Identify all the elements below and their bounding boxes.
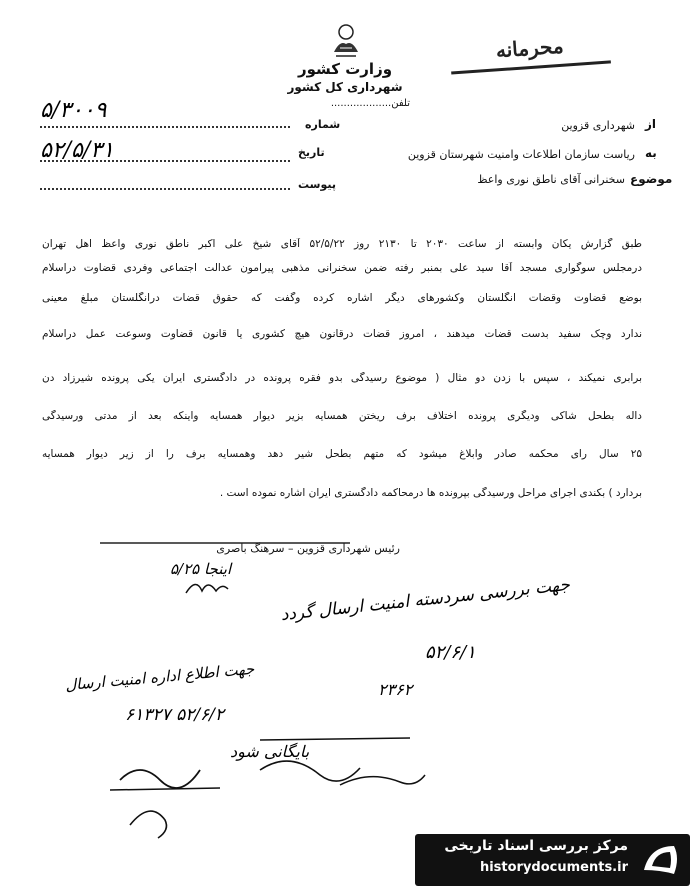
handwritten-initials-icon bbox=[182, 575, 232, 600]
body-line: بوضع قضاوت وقضات انگلستان وکشورهای دیگر اشاره کرده وگفت که حقوق قضات درانگلستان مبلغ معینی bbox=[42, 292, 642, 304]
subject-label: موضوع bbox=[630, 172, 673, 186]
subject-value: سخنرانی آقای ناطق نوری واعظ bbox=[477, 173, 625, 186]
archive-watermark bbox=[415, 834, 690, 886]
body-line: داله بطحل شاکی ودیگری پرونده اختلاف برف ریختن همسایه بزیر دیوار همسایه واینکه بعد از مدتی ورسیدگی bbox=[42, 410, 642, 422]
watermark-url: historydocuments.ir bbox=[479, 860, 628, 875]
body-line: برابری نمیکند ، سپس با زدن دو مثال ( موضوع رسیدگی بدو فقره پرونده در دادگستری ایران یکی پرونده شیرزاد دن bbox=[42, 372, 642, 384]
from-label: از bbox=[645, 117, 657, 131]
open-book-logo-icon bbox=[640, 840, 682, 880]
date-value: ۵۲/۵/۳۱ bbox=[40, 138, 114, 163]
handwritten-signatures-icon bbox=[110, 730, 430, 840]
ministry-name: وزارت کشور bbox=[297, 60, 393, 78]
date-dotted-line bbox=[40, 160, 290, 162]
handwritten-note: جهت بررسی سردسته امنیت ارسال گردد bbox=[279, 574, 571, 626]
lion-and-sun-emblem-icon bbox=[326, 22, 366, 60]
attachment-label: پیوست bbox=[298, 178, 336, 191]
number-dotted-line bbox=[40, 126, 290, 128]
number-value: ۵/۳۰۰۹ bbox=[40, 98, 107, 123]
body-line: ۲۵ سال رای محکمه صادر وابلاغ میشود که متهم بطحل شیر دهد وهمسایه برف را از زیر دیوار همسایه bbox=[42, 448, 642, 460]
signatory-title: رئیس شهرداری قزوین – سرهنگ باصری bbox=[216, 542, 400, 555]
department-name: شهرداری کل کشور bbox=[287, 80, 403, 94]
number-label: شماره bbox=[305, 118, 341, 131]
body-line: درمجلس سوگواری مسجد آقا سید علی بمنبر رفته ضمن سخنرانی مذهبی پیرامون عدالت اجتماعی وفردی قضاوت دراسلام bbox=[42, 262, 642, 274]
body-line: بردارد ) بکندی اجرای مراحل ورسیدگی بپرونده ها درمحاکمه دادگستری ایران اشاره نموده است . bbox=[219, 487, 642, 499]
from-value: شهرداری قزوین bbox=[561, 119, 635, 132]
handwritten-note: جهت اطلاع اداره امنیت ارسال bbox=[64, 659, 255, 695]
handwritten-number: ۲۳۶۲ bbox=[378, 680, 413, 699]
to-value: ریاست سازمان اطلاعات وامنیت شهرستان قزوین bbox=[407, 148, 635, 161]
body-line: طبق گزارش یکان وابسته از ساعت ۲۰۳۰ تا ۲۱۳۰ روز ۵۲/۵/۲۲ آقای شیخ علی اکبر ناطق نوری واعظ اهل تهران bbox=[42, 238, 642, 250]
handwritten-date: ۵۲/۶/۱ bbox=[425, 642, 476, 663]
handwritten-note: بایگانی شود bbox=[230, 742, 310, 761]
phone-label: تلفن................... bbox=[330, 98, 410, 109]
to-label: به bbox=[645, 146, 657, 160]
confidential-stamp: محرمانه bbox=[449, 30, 611, 74]
handwritten-note: اینجا ۵/۲۵ bbox=[170, 560, 232, 578]
attachment-dotted-line bbox=[40, 188, 290, 190]
watermark-title: مرکز بررسی اسناد تاریخی bbox=[444, 838, 628, 854]
body-line: ندارد وچک سفید بدست قضات میدهند ، امروز قضات درقانون هیچ کشوری یا قانون قضاوت وسوعت عمل دراسلام bbox=[42, 328, 642, 340]
date-label: تاریخ bbox=[298, 146, 325, 159]
handwritten-date: ۵۲/۶/۲ ۶۱۳۲۷ bbox=[125, 705, 225, 725]
